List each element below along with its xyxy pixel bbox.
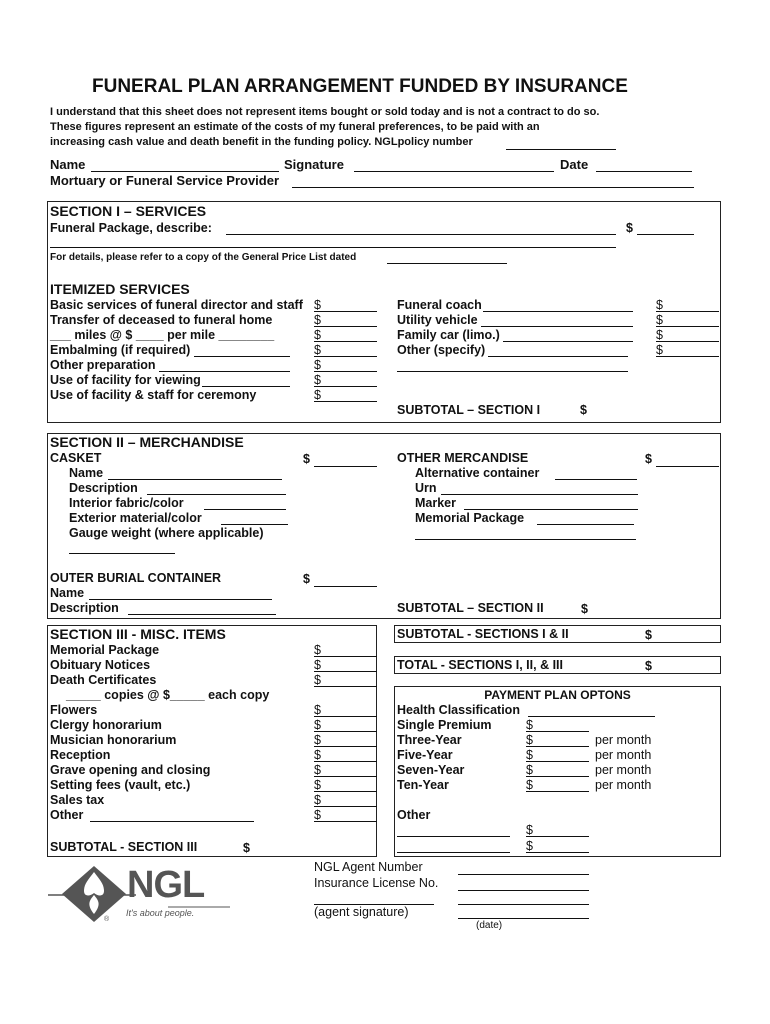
amt-dollar: $: [314, 343, 321, 357]
other-dollar: $: [526, 839, 533, 853]
itemized-services-heading: ITEMIZED SERVICES: [50, 281, 190, 297]
casket-description: Description: [69, 481, 138, 495]
amount-line[interactable]: [314, 341, 377, 342]
item-funeral-coach: Funeral coach: [397, 298, 482, 312]
outer-burial-dollar: $: [303, 572, 310, 586]
per-month: per month: [595, 778, 652, 792]
date-line[interactable]: [596, 171, 692, 172]
misc-clergy: Clergy honorarium: [50, 718, 162, 732]
other-specify-line[interactable]: [488, 356, 628, 357]
amt-dollar: $: [656, 313, 663, 327]
agent-number-line[interactable]: [458, 874, 589, 875]
amount-line[interactable]: [314, 386, 377, 387]
plan-amount-line[interactable]: [526, 776, 589, 777]
other-merch-dollar: $: [645, 452, 652, 466]
amount-line[interactable]: [314, 776, 377, 777]
item-other-specify: Other (specify): [397, 343, 486, 357]
amount-line[interactable]: [314, 686, 377, 687]
license-line[interactable]: [458, 890, 589, 891]
urn-line[interactable]: [441, 494, 638, 495]
license-label: Insurance License No.: [314, 876, 439, 890]
amount-line[interactable]: [314, 311, 377, 312]
marker-line[interactable]: [464, 509, 638, 510]
payment-other-line-1[interactable]: [397, 836, 510, 837]
intro-line-1: I understand that this sheet does not represent items bought or sold today and is not a contract to do so.: [50, 106, 600, 118]
section-2-title: SECTION II – MERCHANDISE: [50, 434, 244, 450]
name-label: Name: [50, 157, 86, 172]
item-miles: ___ miles @ $ ____ per mile ________: [50, 328, 275, 342]
outer-name: Name: [50, 586, 85, 600]
misc-sales-tax: Sales tax: [50, 793, 105, 807]
casket-name-line[interactable]: [108, 479, 282, 480]
agent-signature-label: (agent signature): [314, 905, 409, 919]
provider-line[interactable]: [292, 187, 694, 188]
intro-line-3: increasing cash value and death benefit in the funding policy. NGLpolicy number: [50, 136, 473, 148]
amt-dollar: $: [314, 388, 321, 402]
subtotal-section-1: SUBTOTAL – SECTION I: [397, 403, 541, 417]
amount-line[interactable]: [314, 326, 377, 327]
amount-line[interactable]: [314, 761, 377, 762]
amount-line[interactable]: [656, 341, 719, 342]
amt-dollar: $: [314, 808, 321, 822]
memorial-package-line[interactable]: [537, 524, 634, 525]
outer-description-line[interactable]: [128, 614, 276, 615]
amount-line[interactable]: [314, 806, 377, 807]
misc-flowers: Flowers: [50, 703, 98, 717]
outer-burial-label: OUTER BURIAL CONTAINER: [50, 571, 222, 585]
name-line[interactable]: [91, 171, 279, 172]
other-prep-line[interactable]: [159, 371, 290, 372]
amt-dollar: $: [314, 328, 321, 342]
misc-musician: Musician honorarium: [50, 733, 177, 747]
amount-line[interactable]: [314, 671, 377, 672]
outer-burial-amount-line[interactable]: [314, 586, 377, 587]
urn: Urn: [415, 481, 437, 495]
family-car-line[interactable]: [503, 341, 633, 342]
package-amount-line[interactable]: [637, 234, 694, 235]
amount-line[interactable]: [314, 821, 377, 822]
subtotal-section-2: SUBTOTAL – SECTION II: [397, 601, 544, 615]
funeral-coach-line[interactable]: [483, 311, 633, 312]
amt-dollar: $: [314, 298, 321, 312]
agent-date-label: (date): [476, 920, 503, 931]
amt-dollar: $: [314, 673, 321, 687]
amount-line[interactable]: [314, 356, 377, 357]
provider-label: Mortuary or Funeral Service Provider: [50, 173, 280, 188]
amount-line[interactable]: [656, 326, 719, 327]
casket-gauge: Gauge weight (where applicable): [69, 526, 264, 540]
amt-dollar: $: [656, 343, 663, 357]
per-month: per month: [595, 733, 652, 747]
amount-line[interactable]: [314, 746, 377, 747]
other-merchandise-label: OTHER MERCANDISE: [397, 451, 529, 465]
subtotal-1-dollar: $: [580, 403, 587, 417]
package-dollar: $: [626, 221, 633, 235]
plan-dollar: $: [526, 748, 533, 762]
plan-amount-line[interactable]: [526, 761, 589, 762]
amt-dollar: $: [314, 718, 321, 732]
amt-dollar: $: [314, 763, 321, 777]
subtotal-sections-1-2: SUBTOTAL - SECTIONS I & II: [397, 627, 569, 641]
amt-dollar: $: [314, 733, 321, 747]
amt-dollar: $: [314, 658, 321, 672]
amt-dollar: $: [656, 328, 663, 342]
plan-dollar: $: [526, 763, 533, 777]
subtotal-section-3: SUBTOTAL - SECTION III: [50, 840, 198, 854]
item-basic-services: Basic services of funeral director and staff: [50, 298, 303, 312]
item-family-car: Family car (limo.): [397, 328, 500, 342]
date-signature-line[interactable]: [458, 918, 589, 919]
casket-name: Name: [69, 466, 104, 480]
registered-mark: ®: [104, 916, 110, 923]
plan-three-year: Three-Year: [397, 733, 462, 747]
amt-dollar: $: [314, 778, 321, 792]
agent-number-label: NGL Agent Number: [314, 860, 423, 874]
payment-other-line-2[interactable]: [397, 852, 510, 853]
amount-line[interactable]: [656, 356, 719, 357]
other-amount-line[interactable]: [526, 836, 589, 837]
casket-dollar: $: [303, 452, 310, 466]
date-label: Date: [560, 157, 589, 172]
section-1-title: SECTION I – SERVICES: [50, 203, 207, 219]
section-3-title: SECTION III - MISC. ITEMS: [50, 626, 226, 642]
item-other-preparation: Other preparation: [50, 358, 156, 372]
misc-reception: Reception: [50, 748, 111, 762]
amt-dollar: $: [314, 313, 321, 327]
casket-interior-line[interactable]: [204, 509, 286, 510]
health-classification: Health Classification: [397, 703, 520, 717]
plan-five-year: Five-Year: [397, 748, 453, 762]
plan-dollar: $: [526, 733, 533, 747]
package-line-2[interactable]: [50, 247, 616, 248]
marker: Marker: [415, 496, 456, 510]
outer-description: Description: [50, 601, 119, 615]
facility-viewing-line[interactable]: [202, 386, 290, 387]
item-utility-vehicle: Utility vehicle: [397, 313, 478, 327]
logo-name: NGL: [127, 864, 205, 906]
misc-memorial-package: Memorial Package: [50, 643, 160, 657]
price-list-date-line[interactable]: [387, 263, 507, 264]
intro-line-2: These figures represent an estimate of the costs of my funeral preferences, to be paid with an: [50, 121, 540, 133]
misc-other: Other: [50, 808, 84, 822]
outer-name-line[interactable]: [89, 599, 272, 600]
plan-amount-line[interactable]: [526, 731, 589, 732]
other-merch-amount-line[interactable]: [656, 466, 719, 467]
other-amount-line[interactable]: [526, 852, 589, 853]
details-note: For details, please refer to a copy of the General Price List dated: [50, 252, 357, 263]
item-embalming: Embalming (if required): [50, 343, 191, 357]
casket-gauge-line[interactable]: [69, 553, 175, 554]
amt-dollar: $: [314, 703, 321, 717]
plan-ten-year: Ten-Year: [397, 778, 449, 792]
other-dollar: $: [526, 823, 533, 837]
casket-exterior: Exterior material/color: [69, 511, 202, 525]
amount-line[interactable]: [314, 656, 377, 657]
misc-obituary: Obituary Notices: [50, 658, 151, 672]
signature-label: Signature: [284, 157, 344, 172]
amount-line[interactable]: [314, 716, 377, 717]
funeral-package-line[interactable]: [226, 234, 616, 235]
funeral-package-label: Funeral Package, describe:: [50, 221, 212, 235]
misc-other-line[interactable]: [90, 821, 254, 822]
amount-line[interactable]: [656, 311, 719, 312]
policy-number-line[interactable]: [506, 149, 616, 150]
item-facility-viewing: Use of facility for viewing: [50, 373, 201, 387]
payment-plan-title: PAYMENT PLAN OPTONS: [484, 688, 631, 702]
amt-dollar: $: [314, 793, 321, 807]
subtotal-1-2-dollar: $: [645, 628, 652, 642]
amt-dollar: $: [314, 643, 321, 657]
memorial-package: Memorial Package: [415, 511, 525, 525]
alt-container-line[interactable]: [555, 479, 637, 480]
plan-amount-line[interactable]: [526, 746, 589, 747]
per-month: per month: [595, 763, 652, 777]
logo-tagline: It's about people.: [126, 908, 195, 918]
form-title: FUNERAL PLAN ARRANGEMENT FUNDED BY INSURANCE: [92, 76, 628, 97]
amount-line[interactable]: [314, 791, 377, 792]
casket-description-line[interactable]: [147, 494, 286, 495]
misc-copies: _____ copies @ $_____ each copy: [66, 688, 270, 702]
item-transfer: Transfer of deceased to funeral home: [50, 313, 273, 327]
plan-single-premium: Single Premium: [397, 718, 492, 732]
other-specify-line-2[interactable]: [397, 371, 628, 372]
per-month: per month: [595, 748, 652, 762]
embalming-line[interactable]: [194, 356, 290, 357]
misc-death-certificates: Death Certificates: [50, 673, 157, 687]
casket-interior: Interior fabric/color: [69, 496, 184, 510]
memorial-package-line-2[interactable]: [415, 539, 636, 540]
agent-signature-line-2[interactable]: [458, 904, 589, 905]
signature-line[interactable]: [354, 171, 554, 172]
item-facility-ceremony: Use of facility & staff for ceremony: [50, 388, 257, 402]
amount-line[interactable]: [314, 731, 377, 732]
casket-amount-line[interactable]: [314, 466, 377, 467]
total-dollar: $: [645, 659, 652, 673]
casket-exterior-line[interactable]: [221, 524, 288, 525]
misc-setting-fees: Setting fees (vault, etc.): [50, 778, 191, 792]
health-classification-line[interactable]: [528, 716, 655, 717]
amount-line[interactable]: [314, 371, 377, 372]
subtotal-3-dollar: $: [243, 841, 250, 855]
plan-dollar: $: [526, 718, 533, 732]
utility-vehicle-line[interactable]: [481, 326, 633, 327]
amount-line[interactable]: [314, 401, 377, 402]
misc-grave-opening: Grave opening and closing: [50, 763, 211, 777]
amt-dollar: $: [314, 748, 321, 762]
plan-seven-year: Seven-Year: [397, 763, 465, 777]
amt-dollar: $: [656, 298, 663, 312]
casket-label: CASKET: [50, 451, 102, 465]
plan-dollar: $: [526, 778, 533, 792]
plan-amount-line[interactable]: [526, 791, 589, 792]
total-sections: TOTAL - SECTIONS I, II, & III: [397, 658, 563, 672]
payment-other: Other: [397, 808, 431, 822]
alternative-container: Alternative container: [415, 466, 540, 480]
amt-dollar: $: [314, 358, 321, 372]
amt-dollar: $: [314, 373, 321, 387]
subtotal-2-dollar: $: [581, 602, 588, 616]
